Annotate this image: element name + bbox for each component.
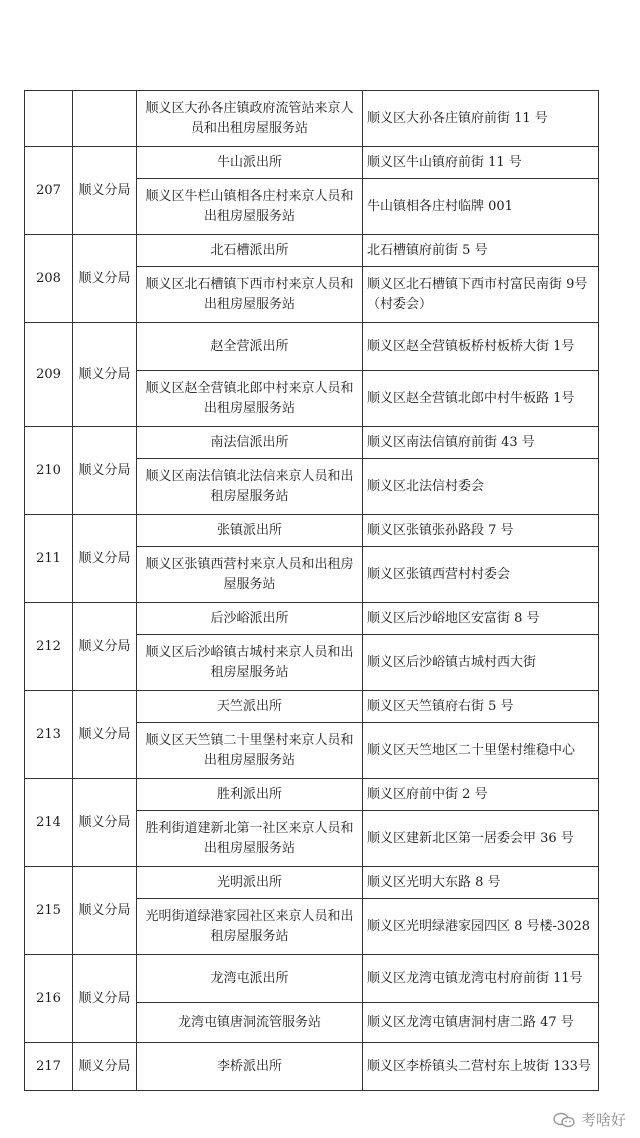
branch-name: 顺义分局: [73, 1043, 137, 1091]
table-row: [25, 1043, 599, 1091]
station-name: 胜利派出所: [137, 779, 363, 811]
station-name: 北石槽派出所: [137, 235, 363, 267]
table-row: [25, 515, 599, 547]
row-number: 210: [25, 427, 73, 515]
watermark-text: 考啥好: [580, 1111, 626, 1129]
station-address: 顺义区龙湾屯镇龙湾屯村府前街 11号: [363, 955, 599, 1003]
station-name: 张镇派出所: [137, 515, 363, 547]
table-row: [25, 603, 599, 635]
station-address: 顺义区后沙峪地区安富街 8 号: [363, 603, 599, 635]
station-name: 顺义区天竺镇二十里堡村来京人员和出租房屋服务站: [137, 723, 363, 779]
station-name: 李桥派出所: [137, 1043, 363, 1091]
station-address: 顺义区后沙峪镇古城村西大街: [363, 635, 599, 691]
row-number: 217: [25, 1043, 73, 1091]
row-number: 207: [25, 147, 73, 235]
branch-name: [73, 91, 137, 147]
row-number: 212: [25, 603, 73, 691]
station-address: 顺义区赵全营镇板桥村板桥大街 1号: [363, 323, 599, 371]
station-name: 天竺派出所: [137, 691, 363, 723]
branch-name: 顺义分局: [73, 603, 137, 691]
row-number: 208: [25, 235, 73, 323]
table-row: [25, 427, 599, 459]
station-name: 后沙峪派出所: [137, 603, 363, 635]
station-address: 顺义区张镇西营村村委会: [363, 547, 599, 603]
table-row: [25, 691, 599, 723]
branch-name: 顺义分局: [73, 515, 137, 603]
row-number: 216: [25, 955, 73, 1043]
police-station-table: [24, 90, 599, 1091]
branch-name: 顺义分局: [73, 955, 137, 1043]
table-row: [25, 779, 599, 811]
station-name: 顺义区北石槽镇下西市村来京人员和出租房屋服务站: [137, 267, 363, 323]
wechat-icon: [553, 1112, 575, 1128]
branch-name: 顺义分局: [73, 235, 137, 323]
table-row: [25, 955, 599, 1003]
station-address: 顺义区北法信村委会: [363, 459, 599, 515]
table-row: [25, 235, 599, 267]
station-address: 顺义区南法信镇府前街 43 号: [363, 427, 599, 459]
station-address: 顺义区牛山镇府前街 11 号: [363, 147, 599, 179]
branch-name: 顺义分局: [73, 691, 137, 779]
station-name: 南法信派出所: [137, 427, 363, 459]
table-row: [25, 867, 599, 899]
branch-name: 顺义分局: [73, 427, 137, 515]
station-address: 顺义区张镇张孙路段 7 号: [363, 515, 599, 547]
station-address: 顺义区建新北区第一居委会甲 36 号: [363, 811, 599, 867]
station-address: 牛山镇相各庄村临牌 001: [363, 179, 599, 235]
station-name: 顺义区牛栏山镇相各庄村来京人员和出租房屋服务站: [137, 179, 363, 235]
table-row: [25, 147, 599, 179]
station-address: 北石槽镇府前街 5 号: [363, 235, 599, 267]
row-number: [25, 91, 73, 147]
station-name: 光明派出所: [137, 867, 363, 899]
station-name: 胜利街道建新北第一社区来京人员和出租房屋服务站: [137, 811, 363, 867]
station-name: 光明街道绿港家园社区来京人员和出租房屋服务站: [137, 899, 363, 955]
station-name: 顺义区后沙峪镇古城村来京人员和出租房屋服务站: [137, 635, 363, 691]
branch-name: 顺义分局: [73, 147, 137, 235]
row-number: 213: [25, 691, 73, 779]
station-address: 顺义区光明大东路 8 号: [363, 867, 599, 899]
row-number: 215: [25, 867, 73, 955]
station-address: 顺义区大孙各庄镇府前街 11 号: [363, 91, 599, 147]
station-name: 龙湾屯派出所: [137, 955, 363, 1003]
station-name: 龙湾屯镇唐洞流管服务站: [137, 1003, 363, 1043]
station-address: 顺义区李桥镇头二营村东上坡街 133号: [363, 1043, 599, 1091]
station-name: 顺义区赵全营镇北郎中村来京人员和出租房屋服务站: [137, 371, 363, 427]
station-address: 顺义区光明绿港家园四区 8 号楼-3028: [363, 899, 599, 955]
table-row: [25, 91, 599, 147]
station-address: 顺义区北石槽镇下西市村富民南街 9号（村委会）: [363, 267, 599, 323]
station-name: 赵全营派出所: [137, 323, 363, 371]
station-address: 顺义区府前中街 2 号: [363, 779, 599, 811]
station-name: 顺义区张镇西营村来京人员和出租房屋服务站: [137, 547, 363, 603]
station-address: 顺义区天竺地区二十里堡村维稳中心: [363, 723, 599, 779]
row-number: 214: [25, 779, 73, 867]
branch-name: 顺义分局: [73, 867, 137, 955]
station-name: 顺义区南法信镇北法信来京人员和出租房屋服务站: [137, 459, 363, 515]
branch-name: 顺义分局: [73, 779, 137, 867]
station-name: 顺义区大孙各庄镇政府流管站来京人员和出租房屋服务站: [137, 91, 363, 147]
station-address: 顺义区赵全营镇北郎中村牛板路 1号: [363, 371, 599, 427]
station-address: 顺义区天竺镇府右街 5 号: [363, 691, 599, 723]
station-name: 牛山派出所: [137, 147, 363, 179]
table-row: [25, 323, 599, 371]
watermark: [553, 1109, 626, 1130]
station-address: 顺义区龙湾屯镇唐洞村唐二路 47 号: [363, 1003, 599, 1043]
branch-name: 顺义分局: [73, 323, 137, 427]
row-number: 209: [25, 323, 73, 427]
row-number: 211: [25, 515, 73, 603]
